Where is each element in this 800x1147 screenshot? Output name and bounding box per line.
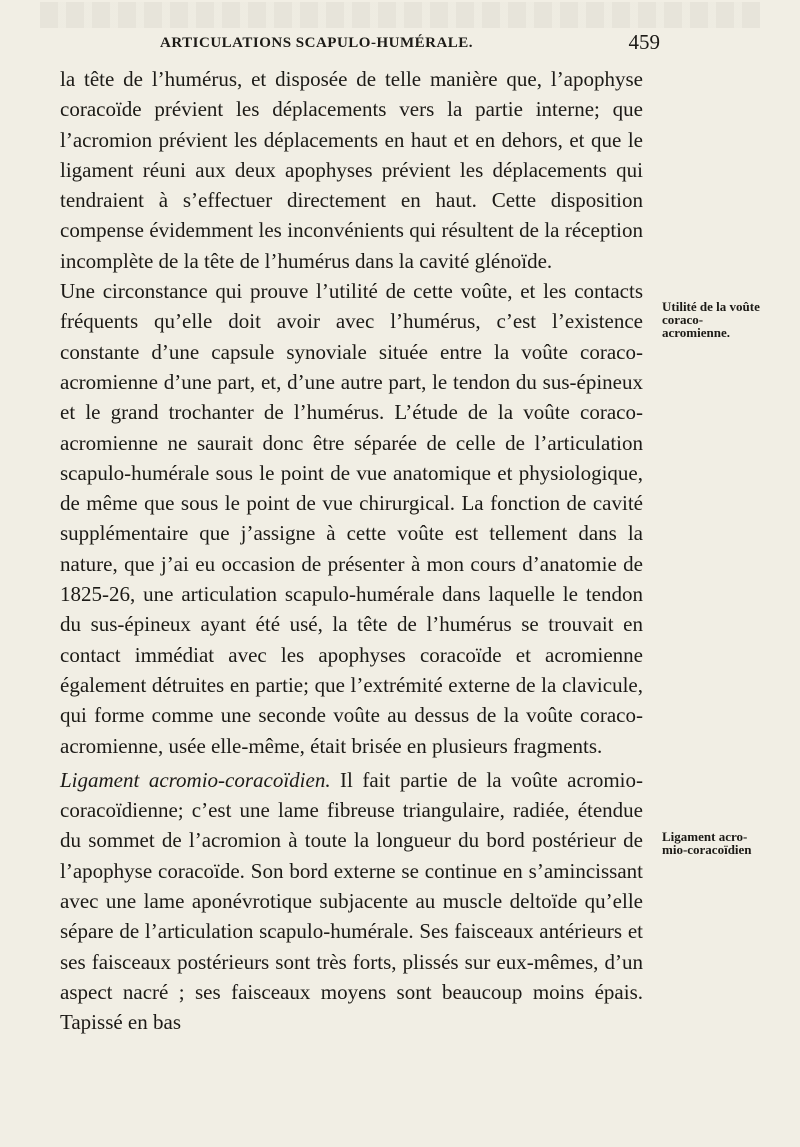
main-text [60,64,643,1038]
show-through-bleed [40,2,760,28]
page-header [60,30,660,60]
paragraph-1: la tête de l’humérus, et disposée de telle manière que, l’apophyse coracoïde prévient les déplacements vers la partie interne; que l’acromion prévient les déplacements en haut et en dehors, et que le ligament réuni aux deux apophyses prévient les déplacements qui tendraient à s’effectuer directement en haut. Cette disposition compense évidemment les inconvénients qui résultent de la réception incomplète de la tête de l’humérus dans la cavité glénoïde. [60,67,643,273]
paragraph-3-body: Il fait partie de la voûte acromio-coracoïdienne; c’est une lame fibreuse triangulaire, radiée, étendue du sommet de l’acromion à toute la longueur du bord postérieur de l’apophyse coracoïde. Son bord externe se continue en s’amincissant avec une lame aponévrotique subjacente au muscle deltoïde qu’elle sépare de l’articulation scapulo-humérale. Ses faisceaux antérieurs et ses faisceaux postérieurs sont très forts, plissés sur eux-mêmes, d’un aspect nacré ; ses faisceaux moyens sont beaucoup moins épais. Tapissé en bas [60,767,643,1035]
paragraph-lead-heading: Ligament acromio-coracoïdien. [60,767,331,792]
paragraph-3 [60,765,643,1038]
margin-note-utilite: Utilité de la voûte coraco-acromienne. [662,299,760,340]
running-title: ARTICULATIONS SCAPULO-HUMÉRALE. [160,35,474,51]
page-number: 459 [628,30,660,54]
paragraph-2: Une circonstance qui prouve l’utilité de cette voûte, et les contacts fréquents qu’elle doit avoir avec l’humérus, c’est l’existence constante d’une capsule synoviale située entre la voûte coraco-acromienne d’une part, et, d’une autre part, le tendon du sus-épineux et le grand trochanter de l’humérus. L’étude de la voûte coraco-acromienne ne saurait donc être séparée de celle de l’articulation scapulo-humérale sous le point de vue anatomique et physiologique, de même que sous le point de vue chirurgical. La fonction de cavité supplémentaire que j’assigne à cette voûte est tellement dans la nature, que j’ai eu occasion de présenter à mon cours d’anatomie de 1825-26, une articulation scapulo-humérale dans laquelle le tendon du sus-épineux ayant été usé, la tête de l’humérus se trouvait en contact immédiat avec les apophyses coracoïde et acromienne également détruites en partie; que l’extrémité externe de la clavicule, qui forme comme une seconde voûte au dessus de la voûte coraco-acromienne, usée elle-même, était brisée en plusieurs fragments. [60,279,643,758]
margin-note-ligament: Ligament acro-mio-coracoïdien [662,829,752,857]
